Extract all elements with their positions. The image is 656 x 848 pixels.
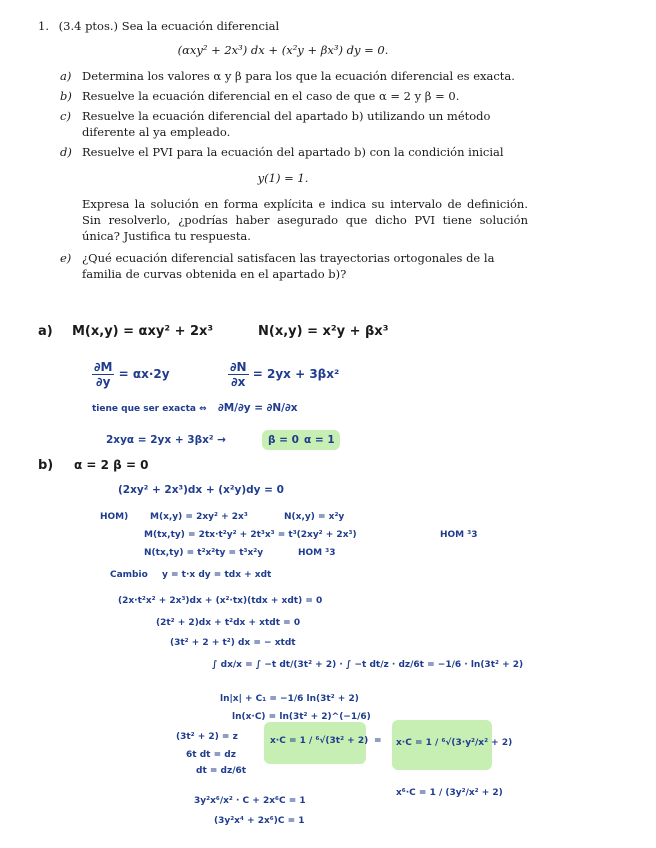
item-e-text: ¿Qué ecuación diferencial satisfacen las trayectorias ortogonales de la familia de curvas obtenida en el apartado b)?: [82, 251, 495, 281]
hw-b-equation: (2xy² + 2x³)dx + (x²y)dy = 0: [118, 484, 284, 496]
item-d-note: Expresa la solución en forma explícita e indica su intervalo de definición. Sin resolverlo, ¿podrías haber asegurado que dicho PVI tiene solución única? Justifica tu respuesta.: [82, 197, 528, 243]
hw-b-N: N(x,y) = x²y: [284, 512, 345, 522]
hw-b-sol2: x·C = 1 / ⁶√(3·y²/x² + 2): [396, 738, 513, 748]
hw-b-Mt: M(tx,ty) = 2tx·t²y² + 2t³x³ = t³(2xy² + 2x³): [144, 530, 357, 540]
item-b-label: b): [60, 89, 72, 103]
hw-b-params: α = 2 β = 0: [74, 458, 149, 472]
item-c-label: c): [60, 109, 71, 123]
hw-b-eqsign: =: [374, 736, 382, 746]
initial-condition: y(1) = 1.: [257, 171, 309, 185]
hw-a-exact-eq: ∂M/∂y = ∂N/∂x: [218, 402, 298, 414]
hw-b-hom: HOM): [100, 512, 129, 522]
hw-a-alpha: α = 1: [304, 434, 335, 446]
item-a-label: a): [60, 69, 72, 83]
item-e-label: e): [60, 251, 72, 265]
hw-b-label: b): [38, 458, 54, 473]
hw-a-N: N(x,y) = x²y + βx³: [258, 324, 389, 339]
question-number: 1.: [38, 19, 49, 33]
hw-b-ln1: ln|x| + C₁ = −1/6 ln(3t² + 2): [220, 694, 359, 704]
hw-b-integral: ∫ dx/x = ∫ −t dt/(3t² + 2) · ∫ −t dt/z · dz/6t = −1/6 · ln(3t² + 2): [212, 660, 524, 670]
hw-a-dNdx: [228, 360, 339, 389]
hw-b-ln2: ln(x·C) = ln(3t² + 2)^(−1/6): [232, 712, 371, 722]
item-d-label: d): [60, 145, 72, 159]
hw-b-sol1: x·C = 1 / ⁶√(3t² + 2): [270, 736, 369, 746]
hw-b-sol3: x⁶·C = 1 / (3y²/x² + 2): [396, 788, 503, 798]
hw-b-z: (3t² + 2) = z: [176, 732, 238, 742]
item-a: [38, 68, 528, 84]
item-a-text: Determina los valores α y β para los que la ecuación diferencial es exacta.: [82, 69, 515, 83]
hw-a-label: a): [38, 324, 53, 339]
hw-b-dt: dt = dz/6t: [196, 766, 247, 776]
question-points: (3.4 ptos.): [58, 19, 119, 33]
hw-a-dM-rhs: = αx·2y: [118, 367, 170, 381]
hw-a-exact-text: tiene que ser exacta ⇔: [92, 404, 207, 414]
hw-a-dN-rhs: = 2yx + 3βx²: [252, 367, 340, 381]
item-c: [38, 108, 528, 140]
hw-b-cambio: Cambio: [110, 570, 148, 580]
hw-b-final1: 3y²x⁶/x² · C + 2x⁶C = 1: [194, 796, 306, 806]
item-d: [38, 144, 528, 160]
item-d-text: Resuelve el PVI para la ecuación del apartado b) con la condición inicial: [82, 145, 504, 159]
hw-a-dM-num: ∂M: [94, 360, 113, 374]
hw-b-Nt-hom: HOM ³3: [298, 548, 336, 558]
hw-a-beta: β = 0: [268, 434, 299, 446]
hw-b-line1: (2x·t²x² + 2x³)dx + (x²·tx)(tdx + xdt) = 0: [118, 596, 323, 606]
hw-a-dN-num: ∂N: [230, 360, 247, 374]
hw-b-dz: 6t dt = dz: [186, 750, 236, 760]
hw-a-dN-den: ∂x: [231, 375, 246, 389]
hw-a-M: M(x,y) = αxy² + 2x³: [72, 324, 214, 339]
main-equation: (αxy² + 2x³) dx + (x²y + βx³) dy = 0.: [177, 43, 389, 57]
problem-statement: [38, 18, 528, 286]
hw-b-substitution: y = t·x dy = tdx + xdt: [162, 570, 272, 580]
hw-b-Nt: N(tx,ty) = t²x²ty = t³x²y: [144, 548, 264, 558]
item-b: [38, 88, 528, 104]
hw-b-final2: (3y²x⁴ + 2x⁶)C = 1: [214, 816, 305, 826]
hw-b-M: M(x,y) = 2xy² + 2x³: [150, 512, 248, 522]
item-c-text: Resuelve la ecuación diferencial del apartado b) utilizando un método diferente al ya empleado.: [82, 109, 491, 139]
question-intro: Sea la ecuación diferencial: [121, 19, 280, 33]
hw-b-Mt-hom: HOM ³3: [440, 530, 478, 540]
hw-a-dM-den: ∂y: [96, 375, 111, 389]
item-e: [38, 250, 528, 282]
question-header: [38, 18, 528, 34]
hw-a-dMdy: [92, 360, 170, 389]
hw-b-line2: (2t² + 2)dx + t²dx + xtdt = 0: [156, 618, 301, 628]
item-b-text: Resuelve la ecuación diferencial en el caso de que α = 2 y β = 0.: [82, 89, 460, 103]
hw-a-condition: 2xyα = 2yx + 3βx² →: [106, 434, 226, 446]
hw-b-line3: (3t² + 2 + t²) dx = − xtdt: [170, 638, 296, 648]
